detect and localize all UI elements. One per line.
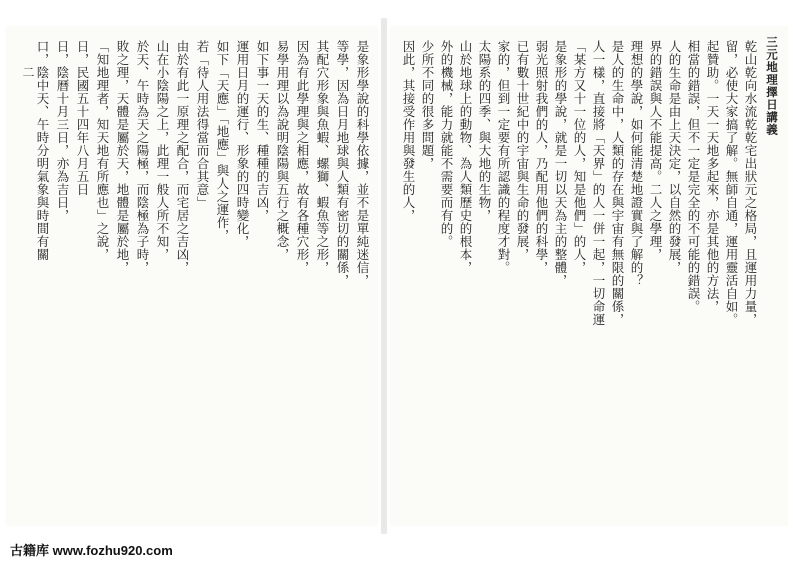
running-header: 三元地理擇日講義: [765, 36, 779, 136]
text-column: 口，陰中天、午時分明氣象與時間有關: [35, 40, 50, 261]
text-column: 家的，但到一定要有所認識的程度才對。: [496, 40, 511, 274]
text-column: 於天、午時為天之陽極，而陰極為子時，: [135, 40, 150, 274]
text-column: 弱光照射我們的人，乃配用他們的科學，: [534, 40, 549, 274]
text-column: 因為有此學理與之相應，故有各種穴形，: [295, 40, 310, 274]
text-column: 敗之理，天體是屬於天，地體是屬於地，: [115, 40, 130, 274]
text-column: 是人的生命中，人類的存在與宇宙有無限的關係，: [610, 40, 625, 326]
text-column: 理想的學說，如何能清楚地證實與了解的？: [629, 40, 644, 287]
text-column: 「知地理者，知天地有所應也」之說，: [95, 40, 110, 261]
text-column: 起贊助。一天一天地多起來，亦是其他的方法，: [705, 40, 720, 313]
text-column: 其配穴形象與魚蝦、螺獅、蝦魚等之形，: [315, 40, 330, 274]
text-column: 山在小陰陽之上，此理一般人所不知，: [155, 40, 170, 261]
text-column: 易學用理以為說明陰陽與五行之概念，: [275, 40, 290, 261]
text-column: 山於地球上的動物、為人類歷史的根本，: [458, 40, 473, 274]
text-column: 如下「天應」「地應」與人之運作，: [215, 40, 230, 242]
text-column: 運用日月的運行、形象的四時變化，: [235, 40, 250, 248]
text-column: 人的生命是由上天決定，以自然的發展，: [667, 40, 682, 274]
text-column: 太陽系的四季、與大地的生物，: [477, 40, 492, 222]
text-column: 是象形的學說，就是一切以天為主的整體，: [553, 40, 568, 287]
text-column: 由於有此一原理之配合，而宅居之吉凶，: [175, 40, 190, 274]
text-column: 已有數十世紀中的宇宙與生命的發展，: [515, 40, 530, 261]
page-number: 二: [21, 66, 35, 78]
text-column: 乾山乾向水流乾乾宅出狀元之格局，且運用力量，: [743, 40, 758, 326]
text-column: 界的錯誤與人不能提高。二人之學理，: [648, 40, 663, 261]
text-column: 日，民國五十四年八月五日: [75, 40, 90, 196]
text-column: 是象形學說的科學依據，並不是單純迷信，: [355, 40, 370, 287]
right-page: [390, 26, 788, 526]
text-column: 少所不同的很多問題，: [420, 40, 435, 170]
text-column: 若「待人用法得當而合其意」: [195, 40, 210, 209]
text-column: 如下事一天的生、種種的吉凶，: [255, 40, 270, 222]
text-column: 因此，其接受作用與發生的人，: [401, 40, 416, 222]
text-column: 外的機械，能力就能不需要而有的。: [439, 40, 454, 248]
site-watermark: 古籍库 www.fozhu920.com: [10, 543, 173, 558]
book-spine: [381, 18, 387, 534]
text-column: 日，陰曆十月三日，亦為吉日，: [55, 40, 70, 222]
text-column: 留，必使大家搞了解。無師自通，運用靈活自如。: [724, 40, 739, 326]
text-column: 相當的錯誤，但不一定是完全的不可能的錯誤。: [686, 40, 701, 313]
text-column: 「某方又十一位的人，知是他們」的人，: [572, 40, 587, 274]
left-page: [6, 26, 378, 526]
text-column: 人一樣，直接將「天界」的人一併一起，一切命運: [591, 40, 606, 326]
text-column: 等學，因為日月地球與人類有密切的關係，: [335, 40, 350, 287]
